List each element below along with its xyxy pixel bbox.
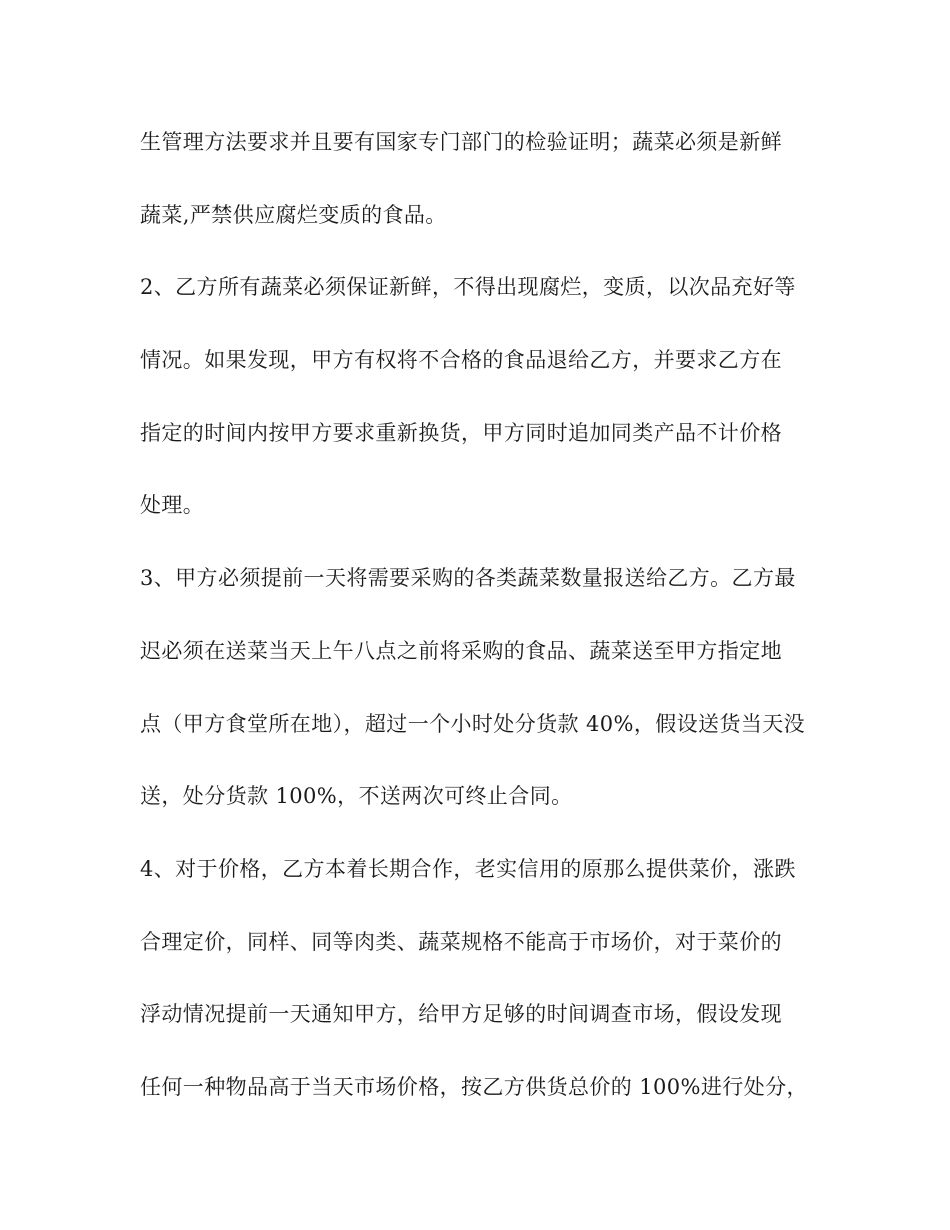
text-line: 浮动情况提前一天通知甲方，给甲方足够的时间调查市场，假设发现 bbox=[140, 1002, 782, 1027]
text-line: 迟必须在送菜当天上午八点之前将采购的食品、蔬菜送至甲方指定地 bbox=[140, 638, 782, 663]
text-line: 蔬菜,严禁供应腐烂变质的食品。 bbox=[140, 202, 447, 227]
text-line: 2、乙方所有蔬菜必须保证新鲜，不得出现腐烂，变质，以次品充好等 bbox=[140, 275, 796, 300]
text-line: 3、甲方必须提前一天将需要采购的各类蔬菜数量报送给乙方。乙方最 bbox=[140, 566, 796, 591]
text-line: 点（甲方食堂所在地），超过一个小时处分货款 40%，假设送货当天没 bbox=[140, 711, 806, 736]
text-line: 4、对于价格，乙方本着长期合作，老实信用的原那么提供菜价，涨跌 bbox=[140, 856, 796, 881]
document-body bbox=[140, 118, 820, 1136]
text-line: 指定的时间内按甲方要求重新换货，甲方同时追加同类产品不计价格 bbox=[140, 420, 782, 445]
text-line: 情况。如果发现，甲方有权将不合格的食品退给乙方，并要求乙方在 bbox=[140, 348, 782, 373]
text-line: 任何一种物品高于当天市场价格，按乙方供货总价的 100%进行处分， bbox=[140, 1074, 808, 1099]
text-line: 送，处分货款 100%，不送两次可终止合同。 bbox=[140, 784, 573, 809]
text-line: 合理定价，同样、同等肉类、蔬菜规格不能高于市场价，对于菜价的 bbox=[140, 929, 782, 954]
text-line: 生管理方法要求并且要有国家专门部门的检验证明；蔬菜必须是新鲜 bbox=[140, 130, 782, 154]
text-line: 处理。 bbox=[140, 493, 205, 518]
